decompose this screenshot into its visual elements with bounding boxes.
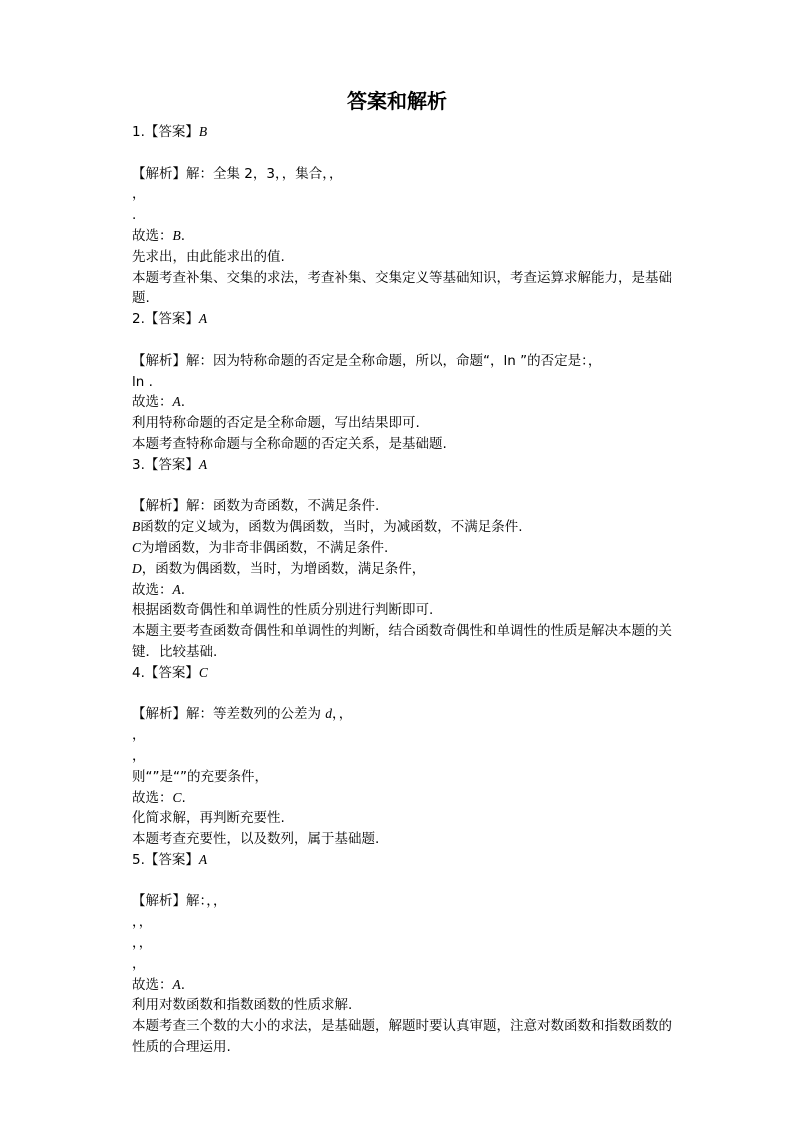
spacer [132, 871, 672, 892]
pick-value: C [172, 789, 182, 805]
q4-pick [132, 788, 672, 809]
q1-line-3: . [132, 207, 137, 224]
analysis-end: ，， [332, 706, 353, 723]
answer-content [132, 122, 672, 1058]
q4-method: 化简求解，再判断充要性. [132, 810, 285, 827]
q5-analysis: 【解析】解：，， [132, 893, 227, 910]
pick-end: . [180, 394, 186, 411]
q3-option-c [132, 538, 672, 559]
analysis-text: 【解析】解：等差数列的公差为 [132, 706, 326, 723]
option-text: 为增函数，为非奇非偶函数，不满足条件. [141, 539, 389, 556]
q5-line-2: ，， [132, 914, 153, 931]
variable-d: d [325, 706, 333, 722]
q5-comment: 本题考查三个数的大小的求法，是基础题，解题时要认真审题，注意对数函数和指数函数的性质的合理运用. [132, 1018, 672, 1056]
q2-method: 利用特称命题的否定是全称命题，写出结果即可. [132, 415, 420, 432]
answer-label: 1.【答案】 [132, 124, 199, 140]
q3-comment: 本题主要考查函数奇偶性和单调性的判断，结合函数奇偶性和单调性的性质是解决本题的关键．比较基础. [132, 623, 672, 660]
q1-answer [132, 122, 672, 143]
page-title: 答案和解析 [347, 89, 447, 113]
pick-end: . [181, 789, 186, 806]
answer-value: A [198, 851, 208, 867]
q3-option-b [132, 517, 672, 538]
q1-line-2: ， [132, 186, 146, 203]
q3-answer [132, 455, 672, 476]
q4-line-4: 则“”是“”的充要条件， [132, 768, 268, 785]
q4-analysis [132, 704, 672, 725]
q4-answer [132, 663, 672, 684]
q4-comment: 本题考查充要性，以及数列，属于基础题. [132, 831, 380, 848]
answer-value: A [198, 311, 208, 327]
pick-value: B [172, 227, 181, 243]
pick-label: 故选： [132, 581, 173, 598]
q4-line-2: ， [132, 727, 146, 744]
q5-line-3: ，， [132, 935, 153, 952]
spacer [132, 476, 672, 497]
q1-comment: 本题考查补集、交集的求法，考查补集、交集定义等基础知识，考查运算求解能力，是基础题. [132, 269, 672, 307]
pick-end: . [180, 581, 186, 598]
option-text: ，函数为偶函数，当时，为增函数，满足条件， [141, 560, 426, 577]
spacer [132, 143, 672, 164]
option-label: B [132, 519, 141, 535]
q1-analysis: 【解析】解：全集 2，3，，集合，， [132, 165, 343, 182]
q5-method: 利用对数函数和指数函数的性质求解. [132, 997, 353, 1014]
answer-label: 3.【答案】 [132, 456, 199, 473]
q5-pick [132, 975, 672, 996]
pick-label: 故选： [132, 227, 173, 244]
pick-end: . [180, 976, 186, 993]
pick-value: A [172, 976, 181, 992]
answer-value: A [198, 456, 208, 472]
option-label: C [132, 539, 142, 555]
answer-label: 2.【答案】 [132, 311, 199, 328]
pick-label: 故选： [132, 789, 173, 806]
q5-line-4: ， [132, 955, 146, 972]
option-text: 函数的定义域为，函数为偶函数，当时，为减函数，不满足条件. [140, 519, 523, 536]
q2-pick [132, 392, 672, 413]
spacer [132, 684, 672, 705]
q5-answer [132, 850, 672, 871]
answer-value: B [198, 124, 208, 139]
q2-analysis: 【解析】解：因为特称命题的否定是全称命题，所以，命题“，ln ”的否定是：， [132, 352, 602, 369]
q3-pick [132, 580, 672, 601]
pick-value: A [172, 394, 181, 410]
q1-pick [132, 226, 672, 247]
q2-answer [132, 309, 672, 330]
pick-end: . [180, 227, 186, 244]
q2-comment: 本题考查特称命题与全称命题的否定关系，是基础题. [132, 435, 447, 452]
pick-label: 故选： [132, 976, 173, 993]
q1-method: 先求出，由此能求出的值. [132, 248, 285, 265]
q3-option-d [132, 559, 672, 580]
pick-label: 故选： [132, 394, 173, 411]
q4-line-3: ， [132, 747, 146, 764]
option-label: D [132, 560, 142, 576]
answer-label: 5.【答案】 [132, 851, 199, 868]
q3-analysis: 【解析】解：函数为奇函数，不满足条件. [132, 498, 380, 515]
answer-value: C [198, 664, 208, 680]
answer-label: 4.【答案】 [132, 664, 199, 681]
pick-value: A [172, 581, 181, 597]
q3-method: 根据函数奇偶性和单调性的性质分别进行判断即可. [132, 602, 434, 619]
spacer [132, 330, 672, 351]
q2-line-2: ln . [132, 373, 153, 390]
